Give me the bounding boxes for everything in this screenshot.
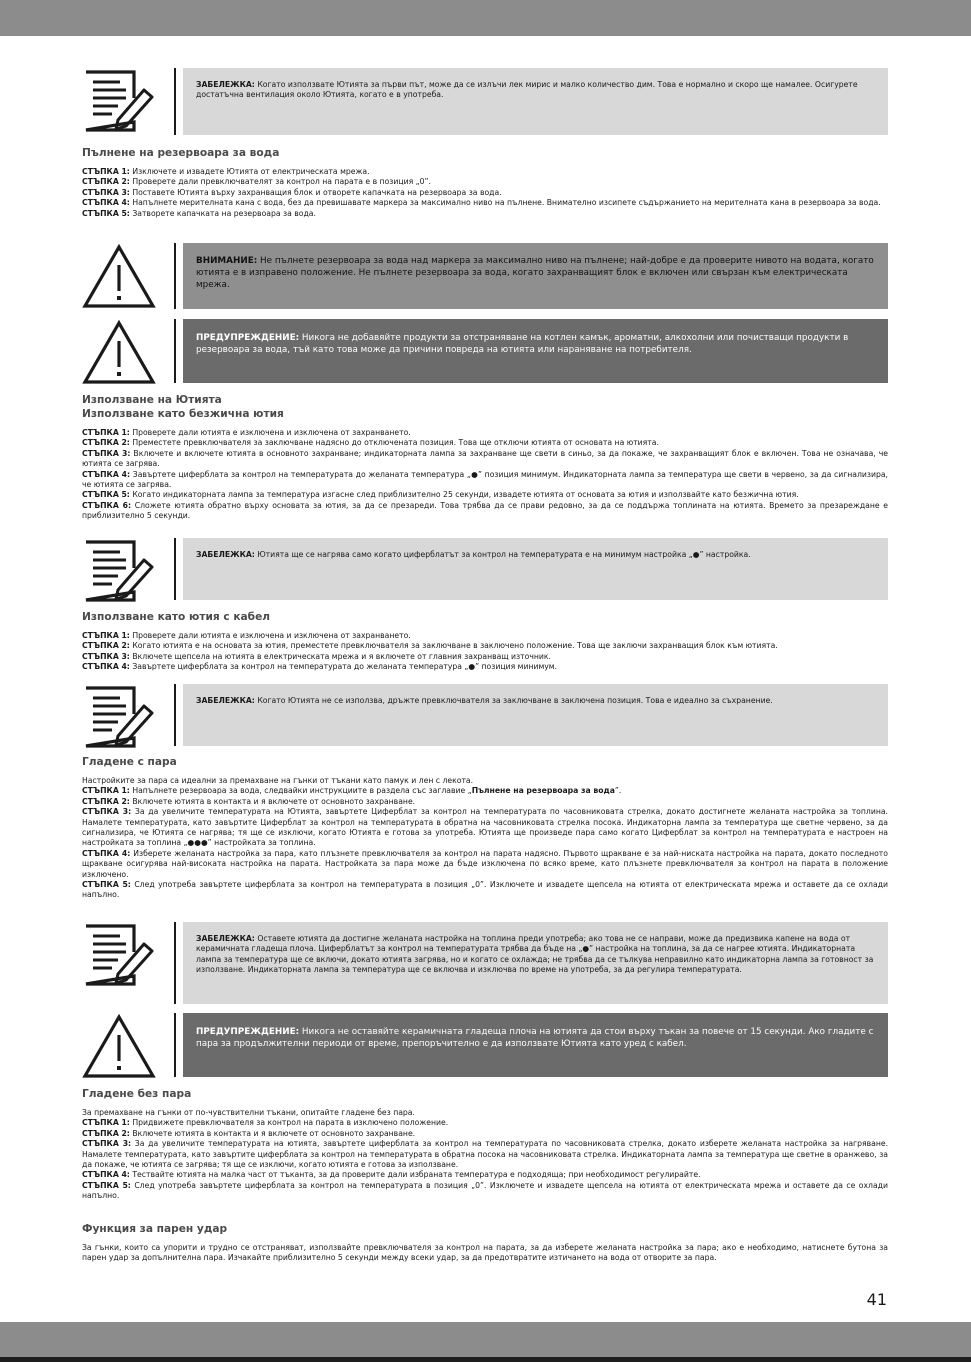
- section-heading: Гладене с пара: [82, 756, 177, 768]
- step: [82, 1170, 888, 1180]
- step: [82, 1139, 888, 1170]
- note-box: [82, 684, 888, 746]
- step: [82, 209, 888, 219]
- note-text: Ютията ще се нагрява само когато циферблатът за контрол на температурата е на минимум настройка „●” настройка.: [254, 550, 751, 559]
- step: [82, 652, 888, 662]
- text: СТЪПКА 6:: [82, 500, 132, 510]
- text: Преместете превключвателя за заключване надясно до отключената позиция. Това ще отключи ютията от основата на ютията.: [129, 438, 659, 448]
- section-subheading: Използване като безжична ютия: [82, 408, 284, 420]
- step: [82, 631, 888, 641]
- text: СТЪПКА 2:: [82, 796, 130, 806]
- text: СТЪПКА 3:: [82, 1139, 132, 1149]
- step: [82, 490, 888, 500]
- note-box: [82, 922, 888, 1004]
- note-pencil-icon: [82, 538, 156, 604]
- section-heading: Гладене без пара: [82, 1088, 192, 1100]
- step: [82, 880, 888, 901]
- note-label: ЗАБЕЛЕЖКА:: [196, 80, 255, 89]
- warning-box: [82, 319, 888, 383]
- text: СТЪПКА 4:: [82, 662, 130, 672]
- warning-text: Никога не добавяйте продукти за отстраняване на котлен камък, ароматни, алкохолни или почистващи продукти в резервоара за вода, тъй като това може да причини повреда на ютията или нараняване на потребителя.: [196, 333, 849, 355]
- text: Изключете и извадете Ютията от електрическата мрежа.: [129, 167, 370, 176]
- text: ”.: [614, 786, 622, 796]
- intro: Настройките за пара са идеални за премахване на гънки от тъкани като памук и лен с лекота.: [82, 776, 474, 785]
- step: [82, 198, 888, 208]
- bottom-line: [0, 1357, 971, 1362]
- note-pencil-icon: [82, 922, 156, 988]
- step: [82, 641, 888, 651]
- text: СТЪПКА 2:: [82, 438, 130, 448]
- text: СТЪПКА 1:: [82, 631, 130, 640]
- text: Включете и включете ютията в основното захранване; индикаторната лампа за захранване ще свети в синьо, за да покаже, че захранващият блок е включен. Това не означава, че ютията се загрява.: [82, 448, 889, 469]
- note-text: Оставете ютията да достигне желаната настройка на топлина преди употреба; ако това не се направи, може да предизвика капене на вода от керамичната гладеща плоча. Циферблатът за контрол на температурата трябва да бъде на „●” настройка на топлина, за да се нагрее ютията. Индикаторната лампа за температура ще се включи, докато ютията загрява, но и когато се охлажда; не трябва да се тълкува неправилно като индикаторна лампа за готовност за използване. Индикаторната лампа за температура ще се включва и изключва по време на употреба, за да регулира температурата.: [196, 934, 874, 975]
- text: За гънки, които са упорити и трудно се отстраняват, използвайте превключвателя за контрол на парата, за да изберете желаната настройка за пара; ако е необходимо, натиснете бутона за парен удар за допълнителна пара. Изчакайте приблизително 5 секунди между всеки удар, за да предотвратите изтичането на вода от отворите за пара.: [82, 1243, 888, 1263]
- intro: За премахване на гънки от по-чувствителни тъкани, опитайте гладене без пара.: [82, 1108, 415, 1117]
- note-box: [82, 538, 888, 600]
- step: [82, 786, 888, 796]
- caution-label: ВНИМАНИЕ:: [196, 256, 258, 266]
- text: Завъртете циферблата за контрол на температурата до желаната температура „●” позиция минимум. Индикаторната лампа за температура ще свети в червено, за да сигнализира, че ютията се загрява.: [82, 469, 888, 490]
- steam-steps: [82, 776, 888, 901]
- shot-text: [82, 1243, 888, 1264]
- text: Изберете желаната настройка за пара, като плъзнете превключвателя за контрол на парата надясно. Първото щракване е за най-ниската настройка на парата, докато последното щракване осигурява най-високата настройка на парата. Настройката за пара може да бъде изключена по всяко време, като плъзнете превключвателя за контрол на парата в положение изключено.: [82, 848, 888, 879]
- text: След употреба завъртете циферблата за контрол на температурата в позиция „0”. Изключете и извадете щепсела на ютията от електрическата мрежа и оставете да се охлади напълно.: [82, 1180, 888, 1201]
- text: СТЪПКА 2:: [82, 641, 130, 651]
- warning-label: ПРЕДУПРЕЖДЕНИЕ:: [196, 333, 300, 343]
- text: Когато ютията е на основата за ютия, преместете превключвателя за заключване в заключено положение. Това ще заключи захранващия блок към ютията.: [129, 641, 778, 651]
- text: СТЪПКА 3:: [82, 448, 131, 458]
- text: След употреба завъртете циферблата за контрол на температурата в позиция „0”. Изключете и извадете щепсела на ютията от електрическата мрежа и оставете да се охлади напълно.: [82, 880, 888, 900]
- text: СТЪПКА 5:: [82, 1180, 131, 1190]
- caution-text: Не пълнете резервоара за вода над маркера за максимално ниво на пълнене; най-добре е да проверите нивото на водата, когато ютията е в изправено положение. Не пълнете резервоара за вода, когато захранващият блок е включен или свързан към електрическата мрежа.: [196, 256, 874, 290]
- text: СТЪПКА 3:: [82, 807, 132, 817]
- text: Напълнете резервоара за вода, следвайки инструкциите в раздела със заглавие „: [129, 786, 472, 796]
- warning-triangle-icon: [82, 243, 156, 309]
- text: Поставете Ютията върху захранващия блок и отворете капачката на резервоара за вода.: [129, 187, 502, 197]
- step: [82, 188, 888, 198]
- note-label: ЗАБЕЛЕЖКА:: [196, 696, 255, 705]
- text: Проверете дали ютията е изключена и изключена от захранването.: [129, 428, 411, 437]
- divider: [174, 538, 176, 600]
- step: [82, 849, 888, 880]
- section-ref: Пълнене на резервоара за вода: [471, 786, 615, 796]
- step: [82, 1181, 888, 1202]
- warning-panel: [183, 319, 888, 383]
- text: СТЪПКА 5:: [82, 208, 130, 218]
- section-heading: Пълнене на резервоара за вода: [82, 147, 280, 159]
- text: Когато индикаторната лампа за температура изгасне след приблизително 25 секунди, извадете ютията от основата за ютия и използвайте като безжична ютия.: [129, 490, 799, 500]
- text: Проверете дали превключвателят за контрол на парата е в позиция „0”.: [129, 177, 431, 187]
- step: [82, 449, 888, 470]
- note-pencil-icon: [82, 684, 156, 750]
- bottom-bar: [0, 1322, 971, 1362]
- divider: [174, 68, 176, 135]
- warning-triangle-icon: [82, 1013, 156, 1079]
- section-heading: Използване на Ютията: [82, 394, 222, 406]
- divider: [174, 243, 176, 309]
- note-panel: [183, 684, 888, 746]
- caution-panel: [183, 243, 888, 309]
- text: За да увеличите температурата на Ютията, завъртете Циферблат за контрол на температурата по часовниковата стрелка, докато достигнете желаната настройка за топлина. Намалете температурата, като завъртите Циферблат за контрол на температурата в обратна на часовниковата стрелка посока. Индикаторна лампа за температура ще светне червено, за да сигнализира, че Ютията се нагрява; тя ще се изключи, когато Ютията е готова за употреба. Ютията ще произведе пара само когато Циферблат за контрол на температурата е настроен на настройката за топлина „●●●” настройката за топлина.: [82, 807, 889, 848]
- text: СТЪПКА 4:: [82, 1170, 130, 1180]
- text: Включете ютията в контакта и я включете от основното захранване.: [129, 1128, 416, 1138]
- section-heading: Използване като ютия с кабел: [82, 611, 271, 623]
- step: [82, 662, 888, 672]
- text: СТЪПКА 4:: [82, 469, 131, 479]
- step: [82, 428, 888, 438]
- step: [82, 1118, 888, 1128]
- note-label: ЗАБЕЛЕЖКА:: [196, 934, 255, 943]
- text: СТЪПКА 5:: [82, 880, 131, 890]
- cordless-steps: [82, 428, 888, 522]
- note-panel: [183, 538, 888, 600]
- step: [82, 177, 888, 187]
- text: СТЪПКА 2:: [82, 177, 130, 187]
- dry-steps: [82, 1108, 888, 1202]
- warning-triangle-icon: [82, 319, 156, 385]
- step: [82, 501, 888, 522]
- top-bar: [0, 0, 971, 36]
- text: Проверете дали ютията е изключена и изключена от захранването.: [129, 631, 411, 640]
- note-text: Когато Ютията не се използва, дръжте превключвателя за заключване в заключена позиция. Това е идеално за съхранение.: [254, 696, 773, 705]
- divider: [174, 319, 176, 383]
- warning-label: ПРЕДУПРЕЖДЕНИЕ:: [196, 1027, 300, 1037]
- text: СТЪПКА 1:: [82, 167, 130, 176]
- step: [82, 807, 888, 849]
- text: СТЪПКА 1:: [82, 428, 130, 437]
- warning-panel: [183, 1013, 888, 1077]
- divider: [174, 1013, 176, 1077]
- text: Включете щепсела на ютията в електрическата мрежа и я включете от главния захранващ източник.: [129, 651, 551, 661]
- text: СТЪПКА 4:: [82, 198, 130, 208]
- text: СТЪПКА 1:: [82, 786, 130, 796]
- text: Затворете капачката на резервоара за вода.: [129, 208, 316, 218]
- step: [82, 1129, 888, 1139]
- step: [82, 470, 888, 491]
- text: СТЪПКА 5:: [82, 490, 130, 500]
- section-heading: Функция за парен удар: [82, 1223, 228, 1235]
- caution-box: [82, 243, 888, 309]
- text: Придвижете превключвателя за контрол на парата в изключено положение.: [129, 1118, 449, 1128]
- note-panel: [183, 922, 888, 1004]
- text: Тествайте ютията на малка част от тъканта, за да проверите дали избраната температура е подходяща; при необходимост регулирайте.: [129, 1170, 701, 1180]
- text: СТЪПКА 4:: [82, 848, 131, 858]
- step: [82, 438, 888, 448]
- text: Завъртете циферблата за контрол на температурата до желаната температура „●” позиция минимум.: [129, 662, 558, 672]
- fill-steps: [82, 167, 888, 219]
- text: Напълнете мерителната кана с вода, без да превишавате маркера за максимално ниво на пълнене. Внимателно изсипете съдържанието на мерителната кана в резервоара за вода.: [129, 198, 881, 208]
- step: [82, 797, 888, 807]
- page-number: 41: [866, 1290, 887, 1309]
- divider: [174, 922, 176, 1004]
- text: За да увеличите температурата на ютията, завъртете циферблата за контрол на температурата по часовниковата стрелка, докато изберете желаната настройка за нагряване. Намалете температурата, като завъртите циферблата за контрол на температурата в обратна посока на часовниковата стрелка. Индикаторната лампа за температура ще светне в оранжево, за да покаже, че ютията се загрява; тя ще се изключи, когато ютията е готова за използване.: [82, 1139, 889, 1170]
- text: СТЪПКА 2:: [82, 1128, 130, 1138]
- note-pencil-icon: [82, 68, 156, 134]
- corded-steps: [82, 631, 888, 673]
- note-label: ЗАБЕЛЕЖКА:: [196, 550, 255, 559]
- note-box: [82, 68, 888, 135]
- note-panel: [183, 68, 888, 135]
- text: Сложете ютията обратно върху основата за ютия, за да се презареди. Това трябва да се прави редовно, за да се поддържа топлината на ютията. Времето за презареждане е приблизително 5 секунди.: [82, 500, 889, 521]
- warning-text: Никога не оставяйте керамичната гладеща плоча на ютията да стои върху тъкан за повече от 15 секунди. Ако гладите с пара за продължителни периоди от време, препоръчително е да използвате Ютията като уред с кабел.: [196, 1027, 874, 1049]
- text: СТЪПКА 1:: [82, 1118, 130, 1128]
- text: СТЪПКА 3:: [82, 187, 130, 197]
- divider: [174, 684, 176, 746]
- text: СТЪПКА 3:: [82, 651, 130, 661]
- step: [82, 167, 888, 177]
- text: Включете ютията в контакта и я включете от основното захранване.: [129, 796, 416, 806]
- warning-box: [82, 1013, 888, 1077]
- note-text: Когато използвате Ютията за първи път, може да се излъчи лек мирис и малко количество дим. Това е нормално и скоро ще намалее. Осигурете достатъчна вентилация около Ютията, когато е в употреба.: [196, 80, 858, 100]
